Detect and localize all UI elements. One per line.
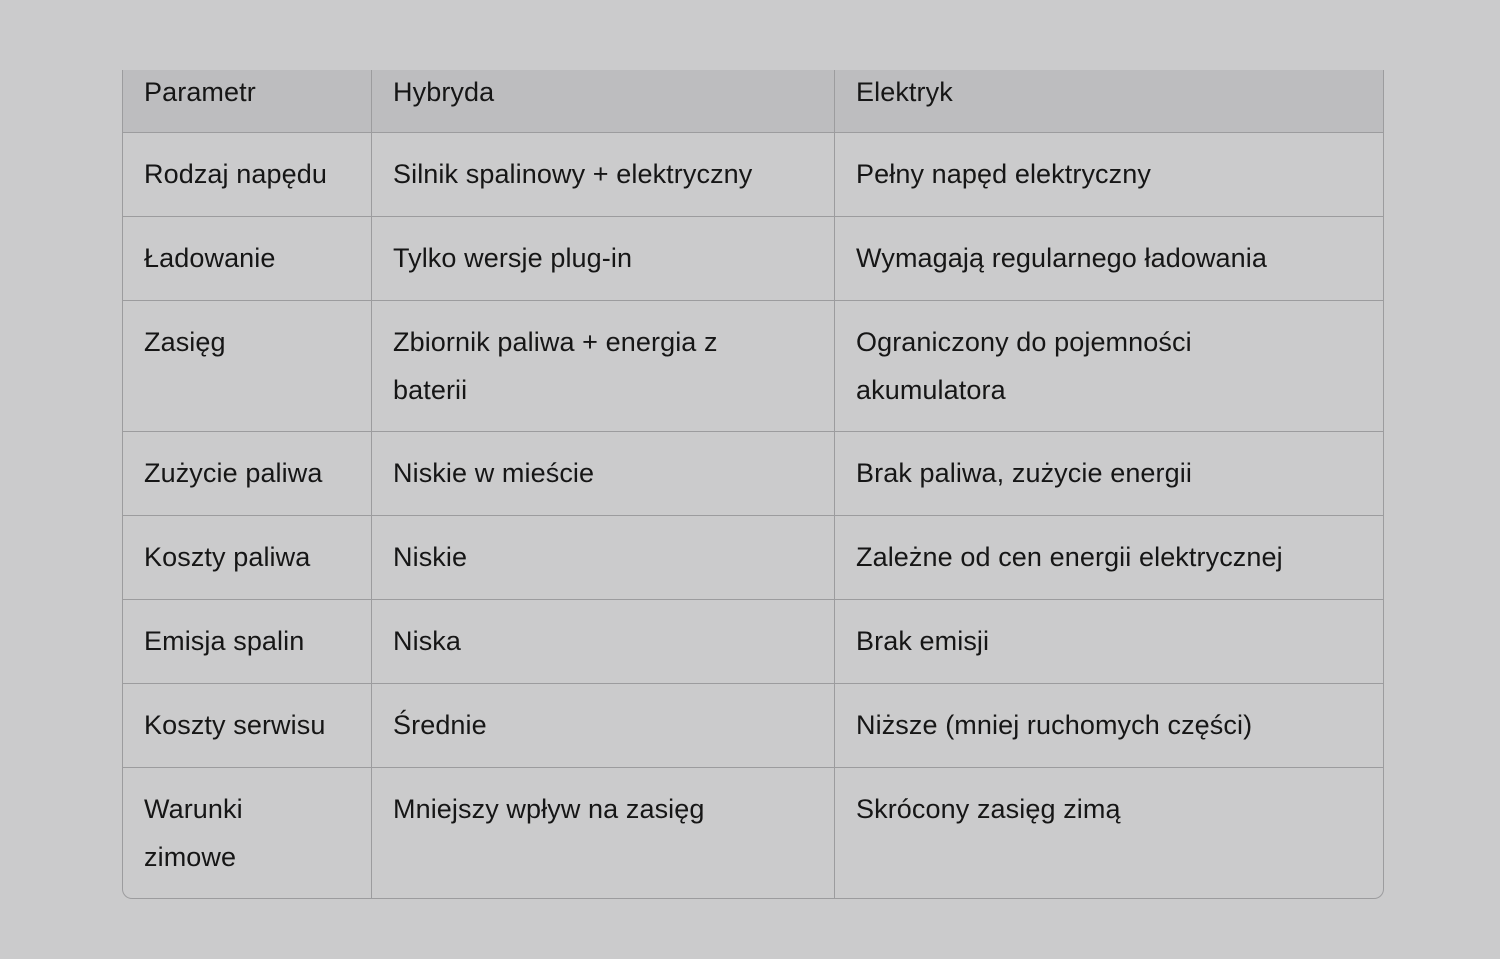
cell-electric: Pełny napęd elektryczny bbox=[835, 133, 1383, 217]
cell-electric: Ograniczony do pojemności akumulatora bbox=[835, 301, 1383, 432]
cell-parameter: Rodzaj napędu bbox=[123, 133, 372, 217]
cell-hybrid: Średnie bbox=[372, 684, 835, 768]
cell-parameter: Zasięg bbox=[123, 301, 372, 432]
table-row bbox=[123, 684, 1383, 768]
table-row bbox=[123, 133, 1383, 217]
table-row bbox=[123, 432, 1383, 516]
table-row bbox=[123, 600, 1383, 684]
header-hybrid: Hybryda bbox=[372, 70, 835, 133]
cell-electric: Skrócony zasięg zimą bbox=[856, 794, 1121, 824]
cell-hybrid: Zbiornik paliwa + energia z baterii bbox=[372, 301, 835, 432]
table-header bbox=[123, 70, 1383, 133]
header-row bbox=[123, 70, 1383, 133]
cell-hybrid: Niskie bbox=[372, 516, 835, 600]
cell-electric: Brak emisji bbox=[835, 600, 1383, 684]
header-electric: Elektryk bbox=[835, 70, 1383, 133]
table-row bbox=[123, 217, 1383, 301]
cell-electric: Brak paliwa, zużycie energii bbox=[835, 432, 1383, 516]
cell-electric: Zależne od cen energii elektrycznej bbox=[835, 516, 1383, 600]
cell-electric: Niższe (mniej ruchomych części) bbox=[835, 684, 1383, 768]
table-body bbox=[123, 133, 1383, 898]
cell-hybrid: Tylko wersje plug-in bbox=[372, 217, 835, 301]
cell-parameter: Koszty serwisu bbox=[123, 684, 372, 768]
header-parameter: Parametr bbox=[123, 70, 372, 133]
cell-parameter: Koszty paliwa bbox=[123, 516, 372, 600]
cell-hybrid: Silnik spalinowy + elektryczny bbox=[372, 133, 835, 217]
cell-hybrid: Niska bbox=[372, 600, 835, 684]
cell-parameter: Zużycie paliwa bbox=[123, 432, 372, 516]
table-row bbox=[123, 301, 1383, 432]
cell-parameter: Emisja spalin bbox=[123, 600, 372, 684]
cell-parameter: Warunki zimowe bbox=[123, 768, 372, 898]
cell-hybrid: Mniejszy wpływ na zasięg bbox=[372, 768, 835, 898]
cell-parameter: Ładowanie bbox=[123, 217, 372, 301]
cell-hybrid: Niskie w mieście bbox=[372, 432, 835, 516]
comparison-table-container bbox=[122, 70, 1382, 899]
table-row bbox=[123, 516, 1383, 600]
table-row bbox=[123, 768, 1383, 898]
cell-electric: Wymagają regularnego ładowania bbox=[835, 217, 1383, 301]
comparison-table bbox=[122, 70, 1384, 899]
